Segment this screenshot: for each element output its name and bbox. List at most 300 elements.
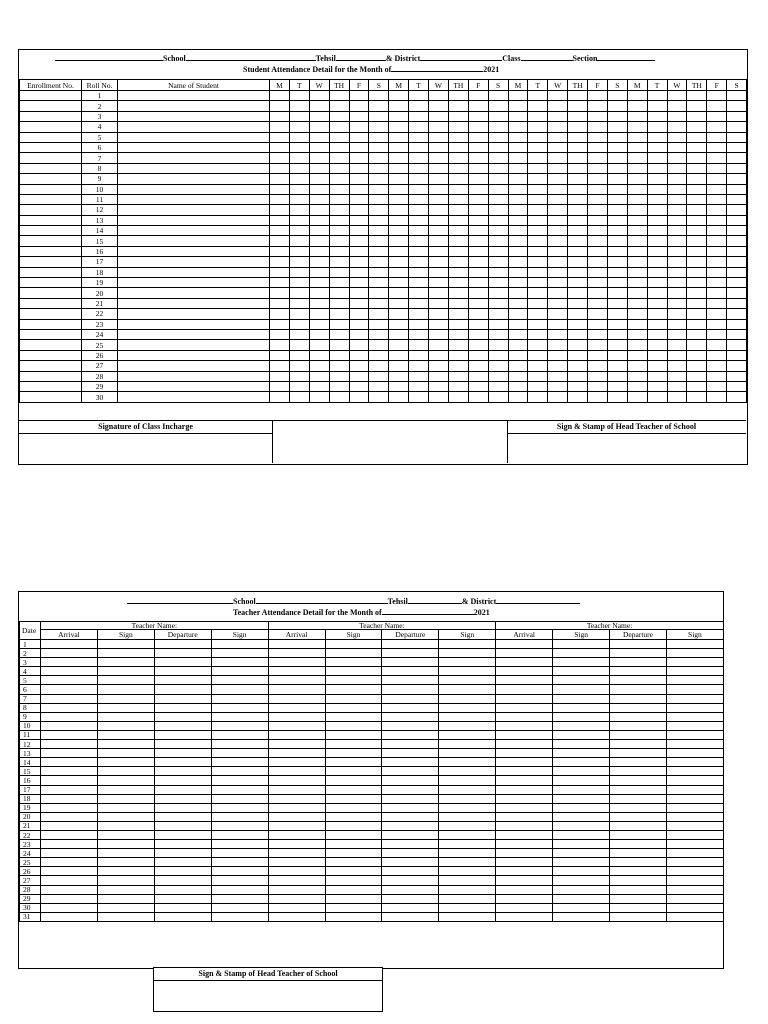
attendance-cell[interactable]	[687, 163, 707, 173]
attendance-cell[interactable]	[349, 392, 369, 402]
teacher-attendance-cell[interactable]	[97, 712, 154, 721]
attendance-cell[interactable]	[647, 309, 667, 319]
attendance-cell[interactable]	[289, 298, 309, 308]
attendance-cell[interactable]	[270, 174, 290, 184]
attendance-cell[interactable]	[707, 163, 727, 173]
attendance-cell[interactable]	[528, 205, 548, 215]
teacher-attendance-cell[interactable]	[325, 740, 382, 749]
teacher-attendance-cell[interactable]	[610, 830, 667, 839]
attendance-cell[interactable]	[528, 226, 548, 236]
attendance-cell[interactable]	[409, 215, 429, 225]
attendance-cell[interactable]	[647, 236, 667, 246]
attendance-cell[interactable]	[548, 340, 568, 350]
attendance-cell[interactable]	[270, 215, 290, 225]
enrollment-cell[interactable]	[20, 392, 82, 402]
enrollment-cell[interactable]	[20, 194, 82, 204]
attendance-cell[interactable]	[448, 215, 468, 225]
enrollment-cell[interactable]	[20, 340, 82, 350]
attendance-cell[interactable]	[468, 340, 488, 350]
teacher-attendance-cell[interactable]	[496, 749, 553, 758]
teacher-attendance-cell[interactable]	[496, 821, 553, 830]
attendance-cell[interactable]	[289, 194, 309, 204]
attendance-cell[interactable]	[568, 319, 588, 329]
attendance-cell[interactable]	[289, 205, 309, 215]
attendance-cell[interactable]	[588, 226, 608, 236]
teacher-attendance-cell[interactable]	[610, 676, 667, 685]
attendance-cell[interactable]	[468, 288, 488, 298]
teacher-attendance-cell[interactable]	[41, 740, 98, 749]
teacher-attendance-cell[interactable]	[41, 776, 98, 785]
attendance-cell[interactable]	[369, 298, 389, 308]
attendance-cell[interactable]	[508, 288, 528, 298]
attendance-cell[interactable]	[270, 101, 290, 111]
attendance-cell[interactable]	[448, 381, 468, 391]
teacher-attendance-cell[interactable]	[610, 794, 667, 803]
attendance-cell[interactable]	[548, 163, 568, 173]
attendance-cell[interactable]	[707, 392, 727, 402]
teacher-attendance-cell[interactable]	[666, 658, 723, 667]
class-field[interactable]	[521, 53, 573, 61]
attendance-cell[interactable]	[647, 319, 667, 329]
teacher-attendance-cell[interactable]	[666, 849, 723, 858]
attendance-cell[interactable]	[270, 132, 290, 142]
teacher-attendance-cell[interactable]	[268, 794, 325, 803]
attendance-cell[interactable]	[727, 111, 747, 121]
teacher-attendance-cell[interactable]	[496, 685, 553, 694]
teacher-attendance-cell[interactable]	[154, 830, 211, 839]
attendance-cell[interactable]	[468, 163, 488, 173]
teacher-attendance-cell[interactable]	[439, 885, 496, 894]
attendance-cell[interactable]	[389, 174, 409, 184]
attendance-cell[interactable]	[607, 101, 627, 111]
attendance-cell[interactable]	[329, 226, 349, 236]
attendance-cell[interactable]	[468, 257, 488, 267]
teacher-school-blank-lead[interactable]	[127, 596, 233, 604]
teacher-month-field[interactable]	[382, 607, 474, 615]
attendance-cell[interactable]	[369, 132, 389, 142]
attendance-cell[interactable]	[727, 184, 747, 194]
attendance-cell[interactable]	[687, 319, 707, 329]
attendance-cell[interactable]	[309, 163, 329, 173]
attendance-cell[interactable]	[309, 132, 329, 142]
attendance-cell[interactable]	[607, 340, 627, 350]
attendance-cell[interactable]	[289, 381, 309, 391]
attendance-cell[interactable]	[448, 309, 468, 319]
attendance-cell[interactable]	[309, 236, 329, 246]
attendance-cell[interactable]	[309, 309, 329, 319]
student-name-cell[interactable]	[118, 142, 270, 152]
teacher-attendance-cell[interactable]	[382, 721, 439, 730]
attendance-cell[interactable]	[548, 122, 568, 132]
teacher-attendance-cell[interactable]	[382, 703, 439, 712]
attendance-cell[interactable]	[369, 371, 389, 381]
attendance-cell[interactable]	[468, 329, 488, 339]
student-name-cell[interactable]	[118, 194, 270, 204]
teacher-district-field[interactable]	[496, 596, 580, 604]
attendance-cell[interactable]	[329, 194, 349, 204]
teacher-attendance-cell[interactable]	[97, 740, 154, 749]
attendance-cell[interactable]	[409, 381, 429, 391]
attendance-cell[interactable]	[349, 371, 369, 381]
attendance-cell[interactable]	[309, 257, 329, 267]
teacher-attendance-cell[interactable]	[325, 658, 382, 667]
attendance-cell[interactable]	[389, 319, 409, 329]
attendance-cell[interactable]	[568, 392, 588, 402]
attendance-cell[interactable]	[627, 174, 647, 184]
teacher-attendance-cell[interactable]	[325, 849, 382, 858]
teacher-attendance-cell[interactable]	[439, 821, 496, 830]
attendance-cell[interactable]	[369, 215, 389, 225]
attendance-cell[interactable]	[647, 174, 667, 184]
attendance-cell[interactable]	[528, 236, 548, 246]
teacher-attendance-cell[interactable]	[97, 685, 154, 694]
attendance-cell[interactable]	[528, 319, 548, 329]
student-name-cell[interactable]	[118, 246, 270, 256]
teacher-attendance-cell[interactable]	[666, 794, 723, 803]
attendance-cell[interactable]	[389, 153, 409, 163]
teacher-attendance-cell[interactable]	[610, 840, 667, 849]
attendance-cell[interactable]	[627, 257, 647, 267]
attendance-cell[interactable]	[588, 267, 608, 277]
attendance-cell[interactable]	[369, 278, 389, 288]
teacher-attendance-cell[interactable]	[268, 894, 325, 903]
attendance-cell[interactable]	[409, 101, 429, 111]
attendance-cell[interactable]	[488, 142, 508, 152]
teacher-attendance-cell[interactable]	[154, 721, 211, 730]
teacher-attendance-cell[interactable]	[610, 667, 667, 676]
attendance-cell[interactable]	[568, 111, 588, 121]
teacher-attendance-cell[interactable]	[268, 767, 325, 776]
teacher-attendance-cell[interactable]	[382, 830, 439, 839]
attendance-cell[interactable]	[647, 153, 667, 163]
attendance-cell[interactable]	[369, 153, 389, 163]
teacher-attendance-cell[interactable]	[553, 803, 610, 812]
attendance-cell[interactable]	[488, 371, 508, 381]
attendance-cell[interactable]	[588, 361, 608, 371]
attendance-cell[interactable]	[409, 184, 429, 194]
attendance-cell[interactable]	[727, 329, 747, 339]
attendance-cell[interactable]	[588, 132, 608, 142]
teacher-attendance-cell[interactable]	[97, 794, 154, 803]
attendance-cell[interactable]	[289, 257, 309, 267]
attendance-cell[interactable]	[488, 101, 508, 111]
attendance-cell[interactable]	[468, 205, 488, 215]
attendance-cell[interactable]	[329, 111, 349, 121]
attendance-cell[interactable]	[409, 226, 429, 236]
teacher-attendance-cell[interactable]	[610, 803, 667, 812]
teacher-attendance-cell[interactable]	[154, 794, 211, 803]
school-blank-lead[interactable]	[55, 53, 163, 61]
enrollment-cell[interactable]	[20, 319, 82, 329]
attendance-cell[interactable]	[687, 111, 707, 121]
attendance-cell[interactable]	[548, 111, 568, 121]
teacher-attendance-cell[interactable]	[325, 894, 382, 903]
attendance-cell[interactable]	[289, 309, 309, 319]
attendance-cell[interactable]	[627, 288, 647, 298]
attendance-cell[interactable]	[548, 298, 568, 308]
attendance-cell[interactable]	[607, 132, 627, 142]
attendance-cell[interactable]	[389, 257, 409, 267]
teacher-attendance-cell[interactable]	[41, 840, 98, 849]
attendance-cell[interactable]	[528, 153, 548, 163]
teacher-attendance-cell[interactable]	[97, 885, 154, 894]
attendance-cell[interactable]	[409, 267, 429, 277]
attendance-cell[interactable]	[508, 163, 528, 173]
attendance-cell[interactable]	[727, 392, 747, 402]
attendance-cell[interactable]	[389, 392, 409, 402]
teacher-attendance-cell[interactable]	[325, 912, 382, 921]
teacher-attendance-cell[interactable]	[666, 785, 723, 794]
attendance-cell[interactable]	[568, 309, 588, 319]
teacher-attendance-cell[interactable]	[496, 721, 553, 730]
teacher-attendance-cell[interactable]	[553, 640, 610, 649]
attendance-cell[interactable]	[409, 340, 429, 350]
attendance-cell[interactable]	[349, 350, 369, 360]
teacher-attendance-cell[interactable]	[496, 912, 553, 921]
teacher-attendance-cell[interactable]	[268, 903, 325, 912]
attendance-cell[interactable]	[508, 246, 528, 256]
teacher-attendance-cell[interactable]	[268, 676, 325, 685]
attendance-cell[interactable]	[687, 278, 707, 288]
enrollment-cell[interactable]	[20, 142, 82, 152]
student-name-cell[interactable]	[118, 184, 270, 194]
attendance-cell[interactable]	[667, 246, 687, 256]
attendance-cell[interactable]	[409, 309, 429, 319]
teacher-attendance-cell[interactable]	[211, 667, 268, 676]
attendance-cell[interactable]	[468, 350, 488, 360]
teacher-attendance-cell[interactable]	[325, 821, 382, 830]
attendance-cell[interactable]	[627, 111, 647, 121]
teacher-attendance-cell[interactable]	[325, 749, 382, 758]
attendance-cell[interactable]	[727, 163, 747, 173]
attendance-cell[interactable]	[448, 288, 468, 298]
attendance-cell[interactable]	[727, 340, 747, 350]
attendance-cell[interactable]	[627, 236, 647, 246]
attendance-cell[interactable]	[627, 215, 647, 225]
attendance-cell[interactable]	[369, 236, 389, 246]
attendance-cell[interactable]	[448, 174, 468, 184]
teacher-attendance-cell[interactable]	[382, 712, 439, 721]
attendance-cell[interactable]	[607, 215, 627, 225]
attendance-cell[interactable]	[627, 350, 647, 360]
attendance-cell[interactable]	[528, 361, 548, 371]
enrollment-cell[interactable]	[20, 184, 82, 194]
teacher-attendance-cell[interactable]	[41, 640, 98, 649]
teacher-attendance-cell[interactable]	[97, 730, 154, 739]
attendance-cell[interactable]	[429, 361, 449, 371]
enrollment-cell[interactable]	[20, 288, 82, 298]
attendance-cell[interactable]	[289, 153, 309, 163]
teacher-attendance-cell[interactable]	[439, 867, 496, 876]
enrollment-cell[interactable]	[20, 278, 82, 288]
attendance-cell[interactable]	[508, 142, 528, 152]
teacher-attendance-cell[interactable]	[610, 785, 667, 794]
student-name-cell[interactable]	[118, 392, 270, 402]
teacher-attendance-cell[interactable]	[666, 649, 723, 658]
attendance-cell[interactable]	[409, 298, 429, 308]
attendance-cell[interactable]	[409, 392, 429, 402]
enrollment-cell[interactable]	[20, 371, 82, 381]
attendance-cell[interactable]	[548, 174, 568, 184]
attendance-cell[interactable]	[329, 278, 349, 288]
teacher-attendance-cell[interactable]	[97, 649, 154, 658]
teacher-attendance-cell[interactable]	[439, 794, 496, 803]
teacher-attendance-cell[interactable]	[97, 867, 154, 876]
attendance-cell[interactable]	[468, 319, 488, 329]
teacher-attendance-cell[interactable]	[268, 730, 325, 739]
attendance-cell[interactable]	[270, 153, 290, 163]
attendance-cell[interactable]	[329, 142, 349, 152]
attendance-cell[interactable]	[369, 122, 389, 132]
attendance-cell[interactable]	[588, 298, 608, 308]
attendance-cell[interactable]	[409, 361, 429, 371]
attendance-cell[interactable]	[369, 174, 389, 184]
attendance-cell[interactable]	[349, 288, 369, 298]
teacher-attendance-cell[interactable]	[382, 740, 439, 749]
teacher-attendance-cell[interactable]	[666, 703, 723, 712]
attendance-cell[interactable]	[687, 392, 707, 402]
teacher-attendance-cell[interactable]	[382, 767, 439, 776]
teacher-attendance-cell[interactable]	[41, 858, 98, 867]
teacher-attendance-cell[interactable]	[154, 685, 211, 694]
attendance-cell[interactable]	[429, 267, 449, 277]
teacher-attendance-cell[interactable]	[666, 858, 723, 867]
attendance-cell[interactable]	[270, 142, 290, 152]
attendance-cell[interactable]	[588, 257, 608, 267]
attendance-cell[interactable]	[627, 319, 647, 329]
student-name-cell[interactable]	[118, 91, 270, 101]
attendance-cell[interactable]	[568, 163, 588, 173]
attendance-cell[interactable]	[329, 381, 349, 391]
attendance-cell[interactable]	[607, 267, 627, 277]
attendance-cell[interactable]	[548, 91, 568, 101]
attendance-cell[interactable]	[349, 257, 369, 267]
attendance-cell[interactable]	[508, 194, 528, 204]
teacher-attendance-cell[interactable]	[666, 712, 723, 721]
attendance-cell[interactable]	[389, 111, 409, 121]
attendance-cell[interactable]	[727, 194, 747, 204]
teacher-attendance-cell[interactable]	[610, 885, 667, 894]
head-teacher-signature-box[interactable]	[508, 434, 746, 463]
teacher-attendance-cell[interactable]	[553, 767, 610, 776]
teacher-attendance-cell[interactable]	[439, 803, 496, 812]
teacher-attendance-cell[interactable]	[496, 894, 553, 903]
attendance-cell[interactable]	[528, 142, 548, 152]
teacher-attendance-cell[interactable]	[97, 694, 154, 703]
teacher-attendance-cell[interactable]	[211, 721, 268, 730]
attendance-cell[interactable]	[409, 153, 429, 163]
attendance-cell[interactable]	[627, 329, 647, 339]
teacher-attendance-cell[interactable]	[439, 785, 496, 794]
attendance-cell[interactable]	[627, 361, 647, 371]
attendance-cell[interactable]	[309, 91, 329, 101]
teacher-attendance-cell[interactable]	[610, 730, 667, 739]
teacher-attendance-cell[interactable]	[97, 894, 154, 903]
attendance-cell[interactable]	[508, 101, 528, 111]
enrollment-cell[interactable]	[20, 236, 82, 246]
attendance-cell[interactable]	[349, 205, 369, 215]
attendance-cell[interactable]	[309, 246, 329, 256]
attendance-cell[interactable]	[528, 340, 548, 350]
attendance-cell[interactable]	[568, 236, 588, 246]
attendance-cell[interactable]	[409, 236, 429, 246]
attendance-cell[interactable]	[429, 246, 449, 256]
teacher-attendance-cell[interactable]	[439, 640, 496, 649]
teacher-attendance-cell[interactable]	[325, 794, 382, 803]
teacher-attendance-cell[interactable]	[382, 749, 439, 758]
attendance-cell[interactable]	[289, 226, 309, 236]
teacher-attendance-cell[interactable]	[154, 640, 211, 649]
teacher-school-field[interactable]	[256, 596, 388, 604]
attendance-cell[interactable]	[607, 350, 627, 360]
attendance-cell[interactable]	[667, 101, 687, 111]
teacher-attendance-cell[interactable]	[268, 685, 325, 694]
teacher-attendance-cell[interactable]	[154, 867, 211, 876]
attendance-cell[interactable]	[647, 329, 667, 339]
teacher-attendance-cell[interactable]	[666, 740, 723, 749]
attendance-cell[interactable]	[667, 205, 687, 215]
attendance-cell[interactable]	[568, 381, 588, 391]
teacher-attendance-cell[interactable]	[41, 803, 98, 812]
teacher-attendance-cell[interactable]	[666, 676, 723, 685]
teacher-attendance-cell[interactable]	[496, 730, 553, 739]
teacher-attendance-cell[interactable]	[97, 803, 154, 812]
teacher-attendance-cell[interactable]	[666, 694, 723, 703]
attendance-cell[interactable]	[687, 350, 707, 360]
teacher-attendance-cell[interactable]	[382, 676, 439, 685]
attendance-cell[interactable]	[667, 350, 687, 360]
teacher-attendance-cell[interactable]	[268, 758, 325, 767]
attendance-cell[interactable]	[429, 101, 449, 111]
teacher-attendance-cell[interactable]	[382, 894, 439, 903]
attendance-cell[interactable]	[369, 194, 389, 204]
attendance-cell[interactable]	[548, 278, 568, 288]
attendance-cell[interactable]	[270, 392, 290, 402]
teacher-attendance-cell[interactable]	[211, 894, 268, 903]
attendance-cell[interactable]	[429, 309, 449, 319]
attendance-cell[interactable]	[627, 278, 647, 288]
teacher-attendance-cell[interactable]	[41, 885, 98, 894]
teacher-attendance-cell[interactable]	[268, 694, 325, 703]
teacher-attendance-cell[interactable]	[325, 685, 382, 694]
teacher-attendance-cell[interactable]	[268, 876, 325, 885]
attendance-cell[interactable]	[488, 184, 508, 194]
teacher-attendance-cell[interactable]	[97, 812, 154, 821]
teacher-attendance-cell[interactable]	[610, 876, 667, 885]
teacher-attendance-cell[interactable]	[325, 649, 382, 658]
teacher-attendance-cell[interactable]	[325, 885, 382, 894]
attendance-cell[interactable]	[309, 122, 329, 132]
attendance-cell[interactable]	[528, 111, 548, 121]
teacher-attendance-cell[interactable]	[325, 903, 382, 912]
teacher-attendance-cell[interactable]	[553, 776, 610, 785]
attendance-cell[interactable]	[448, 153, 468, 163]
attendance-cell[interactable]	[568, 246, 588, 256]
attendance-cell[interactable]	[448, 350, 468, 360]
teacher-attendance-cell[interactable]	[382, 885, 439, 894]
teacher-attendance-cell[interactable]	[154, 749, 211, 758]
teacher-attendance-cell[interactable]	[439, 776, 496, 785]
district-field[interactable]	[420, 53, 502, 61]
attendance-cell[interactable]	[687, 340, 707, 350]
attendance-cell[interactable]	[448, 132, 468, 142]
teacher-attendance-cell[interactable]	[97, 721, 154, 730]
teacher-attendance-cell[interactable]	[382, 776, 439, 785]
teacher-attendance-cell[interactable]	[211, 794, 268, 803]
teacher-attendance-cell[interactable]	[553, 821, 610, 830]
attendance-cell[interactable]	[429, 226, 449, 236]
teacher-attendance-cell[interactable]	[211, 685, 268, 694]
